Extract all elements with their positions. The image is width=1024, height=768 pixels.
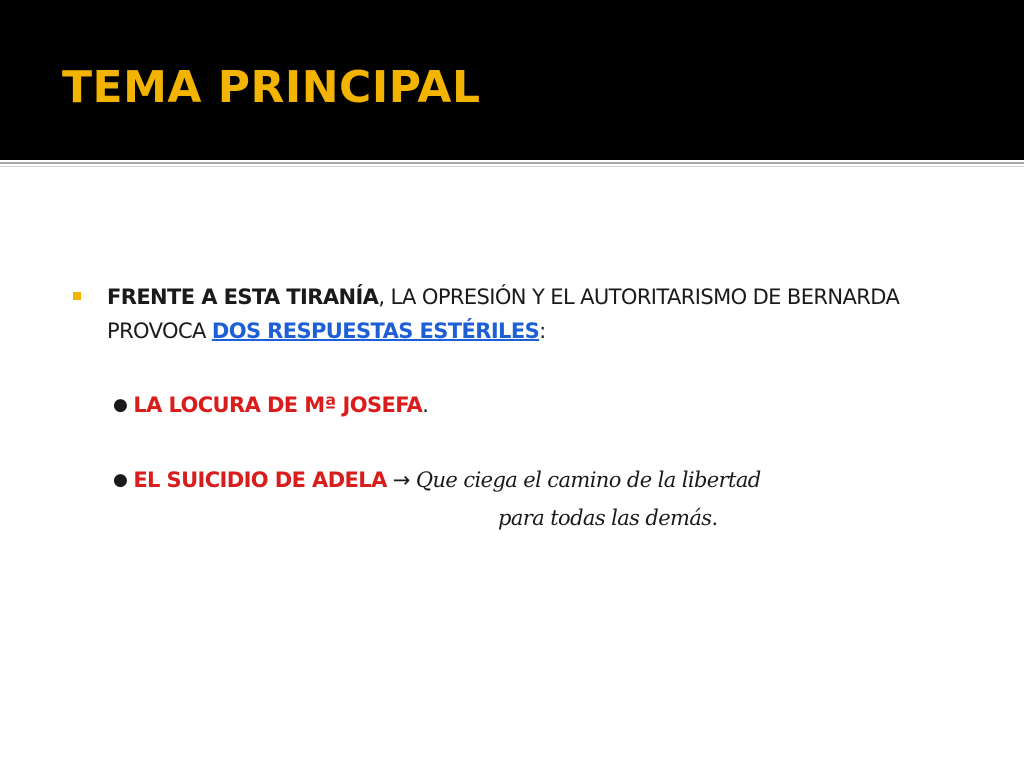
- round-bullet-icon: ●: [113, 470, 128, 490]
- dos-respuestas-link[interactable]: DOS RESPUESTAS ESTÉRILES: [211, 319, 540, 343]
- bullet-text-end: :: [539, 319, 546, 343]
- slide-title: TEMA PRINCIPAL: [62, 62, 481, 113]
- round-bullet-icon: ●: [113, 395, 128, 415]
- sub-item-red-text: LA LOCURA DE Mª JOSEFA: [133, 393, 423, 417]
- sub-item-after: .: [422, 393, 429, 417]
- sub-item-italic-continuation: para todas las demás.: [498, 506, 718, 530]
- bullet-bold-lead: FRENTE A ESTA TIRANÍA: [107, 285, 379, 309]
- sub-item-red-text: EL SUICIDIO DE ADELA: [133, 468, 387, 492]
- main-bullet-text: [107, 280, 987, 348]
- sub-item-locura: [113, 388, 428, 424]
- sub-item-italic-text: Que ciega el camino de la libertad: [415, 468, 761, 492]
- bullet-text-mid: , LA OPRESIÓN Y EL AUTORITARISMO DE BERNARDA PROVOCA: [107, 285, 900, 343]
- sub-item-suicidio: [113, 463, 761, 499]
- arrow-icon: →: [386, 468, 416, 492]
- divider-line-thin: [0, 166, 1024, 167]
- title-bar: [0, 0, 1024, 160]
- divider-line: [0, 162, 1024, 164]
- square-bullet-icon: [73, 292, 81, 300]
